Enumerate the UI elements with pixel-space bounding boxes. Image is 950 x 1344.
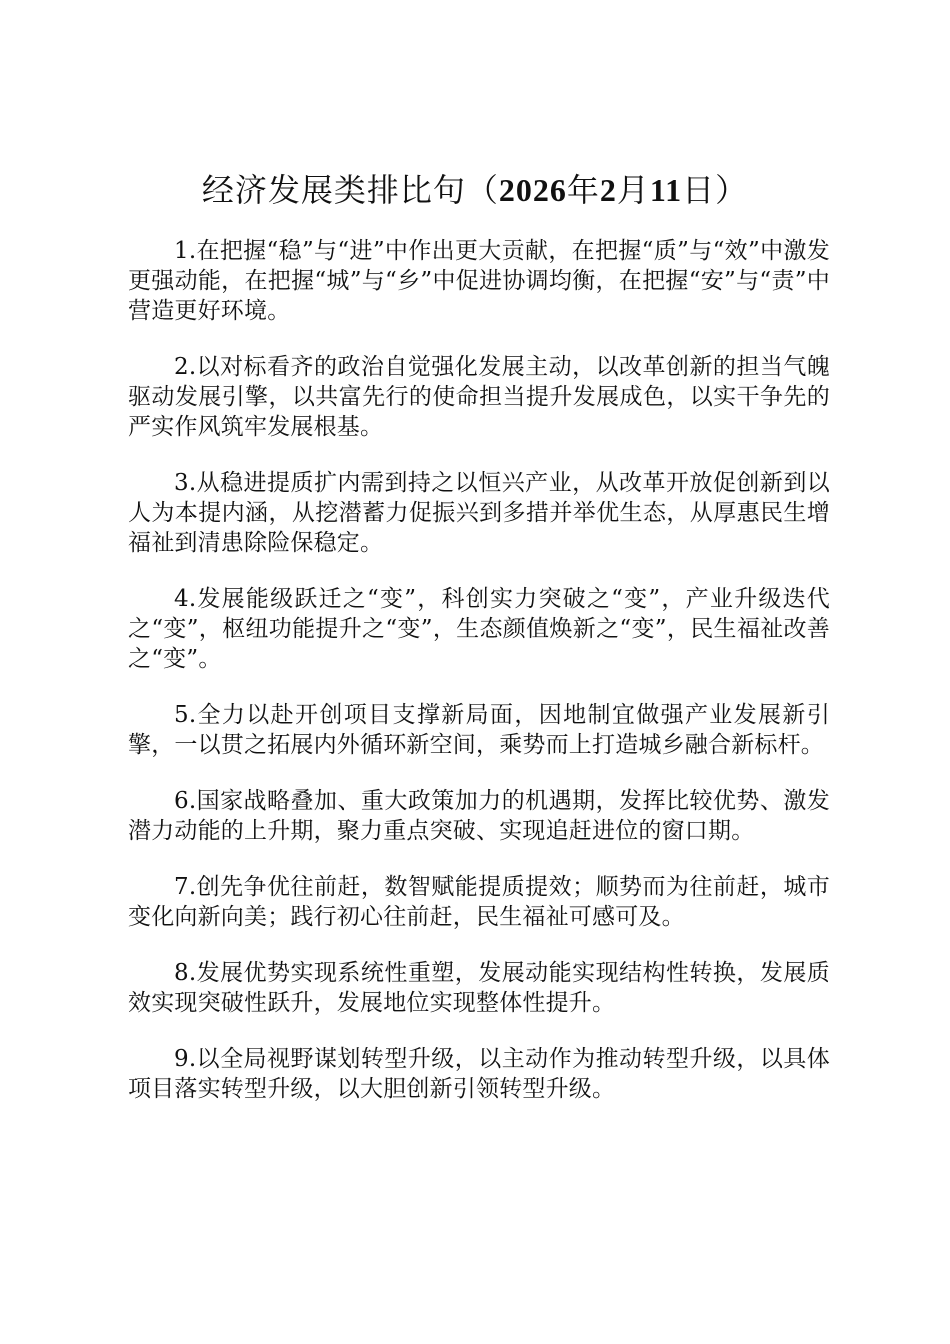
paragraph-3: 3.从稳进提质扩内需到持之以恒兴产业，从改革开放促创新到以人为本提内涵，从挖潜蓄力促振兴到多措并举优生态，从厚惠民生增福祉到清患除险保稳定。 xyxy=(128,470,830,556)
paragraph-1: 1.在把握“稳”与“进”中作出更大贡献，在把握“质”与“效”中激发更强动能，在把握“城”与“乡”中促进协调均衡，在把握“安”与“责”中营造更好环境。 xyxy=(128,238,830,324)
title-month: 2 xyxy=(599,172,617,208)
document-body xyxy=(128,236,830,1130)
title-month-unit: 月 xyxy=(616,171,650,209)
title-year: 2026 xyxy=(498,172,567,208)
title-suffix: 日） xyxy=(682,171,749,209)
paragraph-2: 2.以对标看齐的政治自觉强化发展主动，以改革创新的担当气魄驱动发展引擎，以共富先行的使命担当提升发展成色，以实干争先的严实作风筑牢发展根基。 xyxy=(128,354,830,440)
title-day: 11 xyxy=(649,172,683,208)
paragraph-5: 5.全力以赴开创项目支撑新局面，因地制宜做强产业发展新引擎，一以贯之拓展内外循环新空间，乘势而上打造城乡融合新标杆。 xyxy=(128,702,830,758)
paragraph-7: 7.创先争优往前赶，数智赋能提质提效；顺势而为往前赶，城市变化向新向美；践行初心往前赶，民生福祉可感可及。 xyxy=(128,874,830,930)
title-year-unit: 年 xyxy=(566,171,600,209)
paragraph-8: 8.发展优势实现系统性重塑，发展动能实现结构性转换，发展质效实现突破性跃升，发展地位实现整体性提升。 xyxy=(128,960,830,1016)
paragraph-9: 9.以全局视野谋划转型升级，以主动作为推动转型升级，以具体项目落实转型升级，以大胆创新引领转型升级。 xyxy=(128,1046,830,1102)
paragraph-6: 6.国家战略叠加、重大政策加力的机遇期，发挥比较优势、激发潜力动能的上升期，聚力重点突破、实现追赶进位的窗口期。 xyxy=(128,788,830,844)
paragraph-4: 4.发展能级跃迁之“变”，科创实力突破之“变”，产业升级迭代之“变”，枢纽功能提升之“变”，生态颜值焕新之“变”，民生福祉改善之“变”。 xyxy=(128,586,830,672)
document-title xyxy=(0,168,950,212)
title-prefix: 经济发展类排比句（ xyxy=(201,171,499,209)
